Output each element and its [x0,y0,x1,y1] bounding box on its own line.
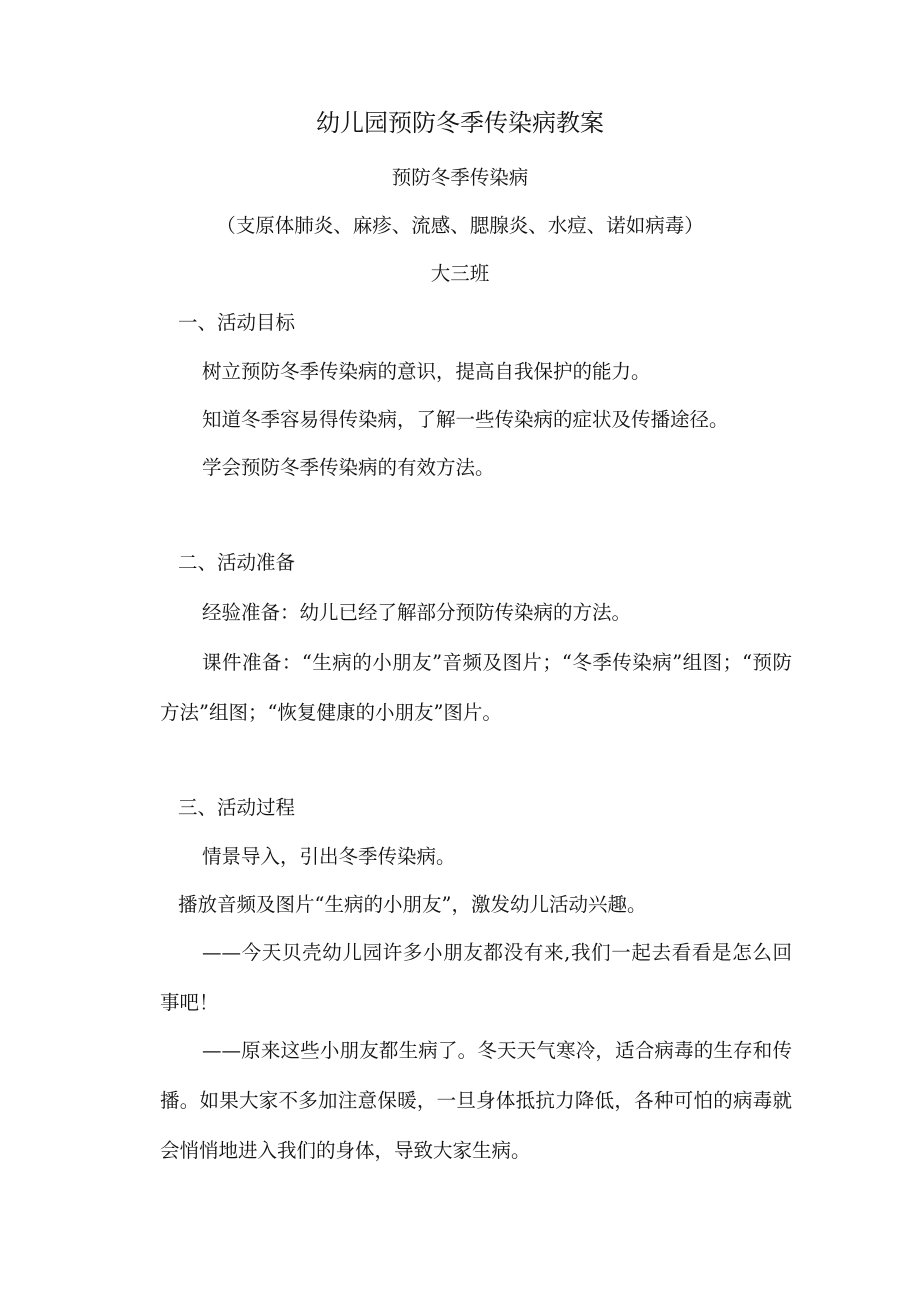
paragraph: 树立预防冬季传染病的意识，提高自我保护的能力。 [202,360,651,383]
section-heading-process: 三、活动过程 [178,796,296,819]
section-heading-objectives: 一、活动目标 [178,311,296,334]
paragraph: 知道冬季容易得传染病，了解一些传染病的症状及传播途径。 [202,408,729,431]
class-name: 大三班 [430,262,490,285]
section-heading-preparation: 二、活动准备 [178,551,296,574]
disease-list: （支原体肺炎、麻疹、流感、腮腺炎、水痘、诺如病毒） [216,214,704,237]
paragraph: ——原来这些小朋友都生病了。冬天天气寒冷，适合病毒的生存和传播。如果大家不多加注意保暖，一旦身体抵抗力降低，各种可怕的病毒就会悄悄地进入我们的身体，导致大家生病。 [160,1039,792,1162]
paragraph: 经验准备：幼儿已经了解部分预防传染病的方法。 [202,601,632,624]
paragraph: ——今天贝壳幼儿园许多小朋友都没有来,我们一起去看看是怎么回事吧！ [160,941,792,1014]
paragraph: 播放音频及图片“生病的小朋友”，激发幼儿活动兴趣。 [178,893,647,916]
paragraph: 学会预防冬季传染病的有效方法。 [202,456,495,479]
paragraph: 课件准备：“生病的小朋友”音频及图片；“冬季传染病”组图；“预防方法”组图；“恢复健康的小朋友”图片。 [160,651,792,724]
document-subtitle: 预防冬季传染病 [391,166,529,189]
document-title: 幼儿园预防冬季传染病教案 [316,109,604,137]
paragraph: 情景导入，引出冬季传染病。 [202,845,456,868]
